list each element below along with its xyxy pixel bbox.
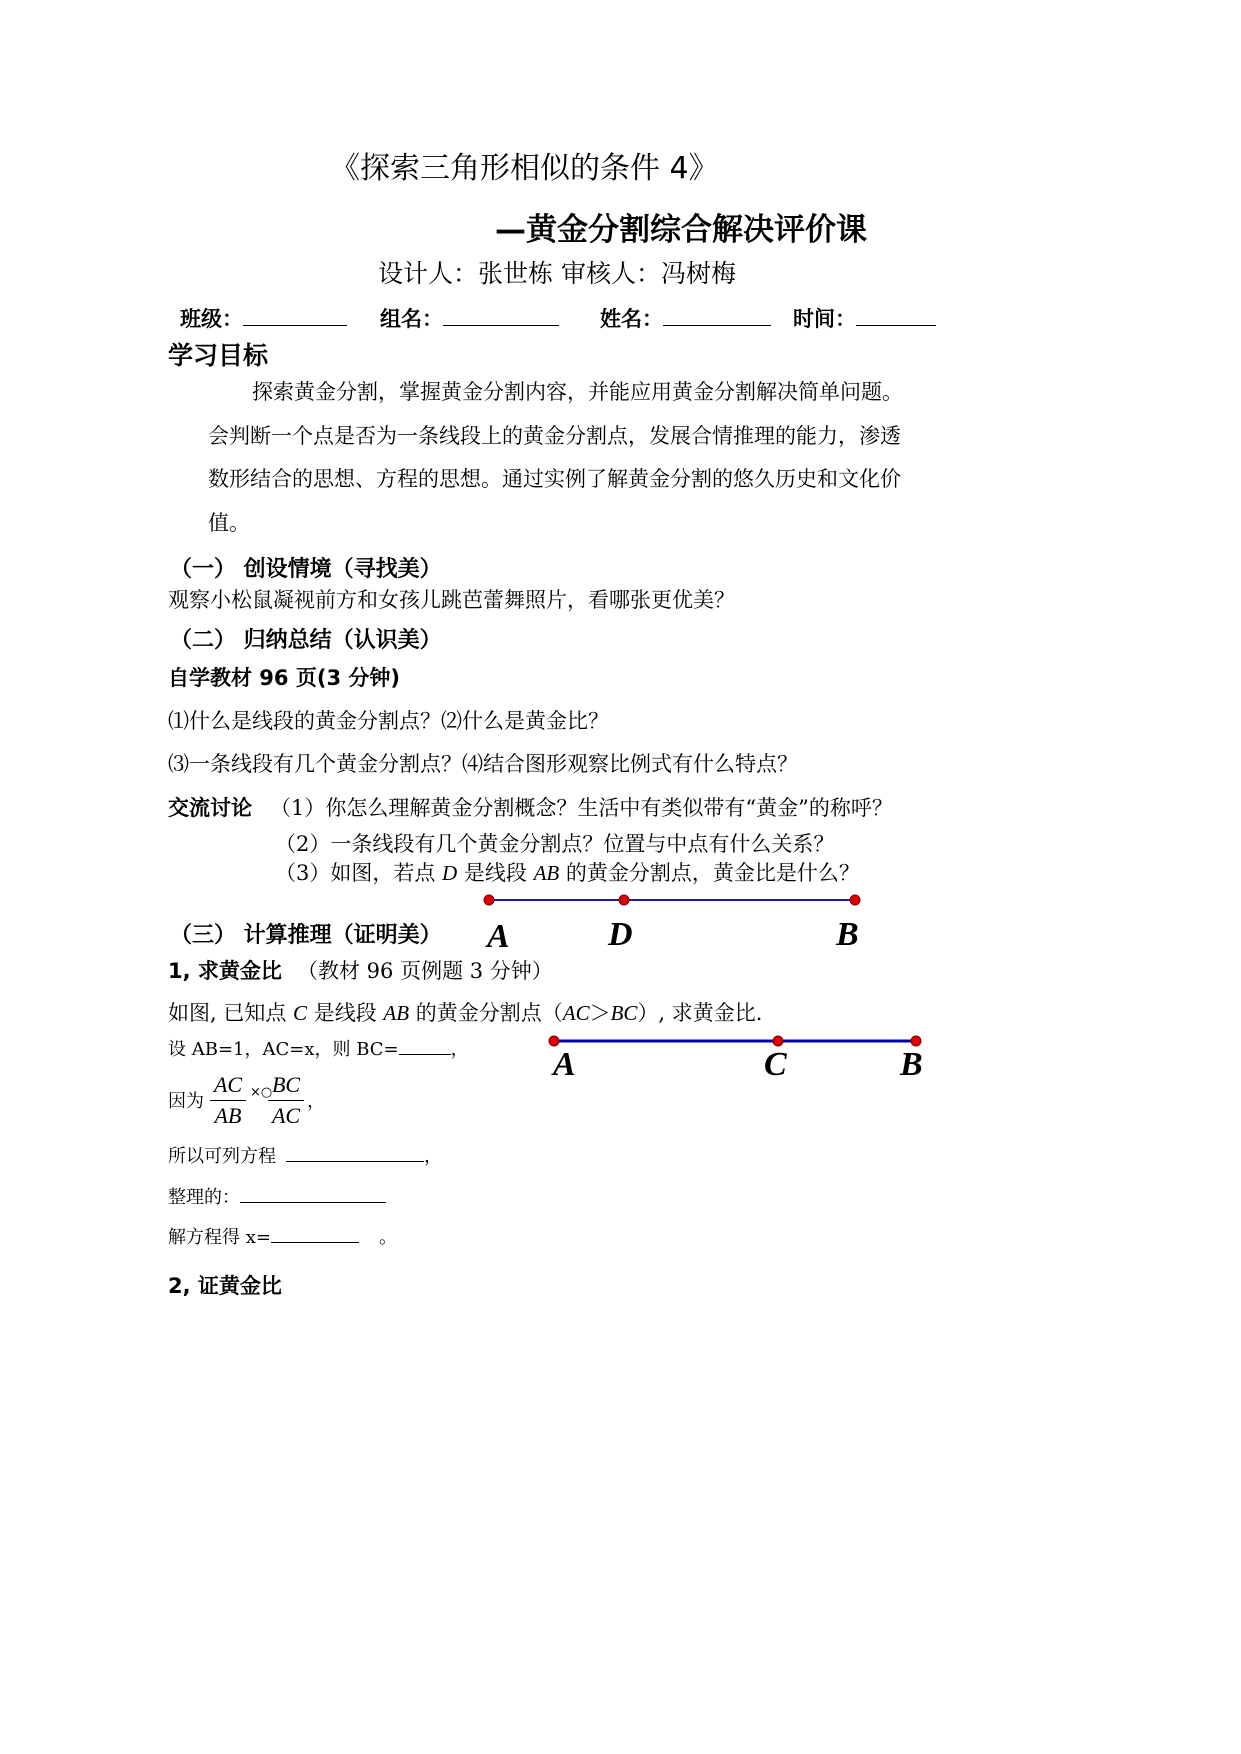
simplify-text: 整理的： bbox=[168, 1187, 240, 1208]
intro-point-c: C bbox=[293, 1001, 308, 1025]
discussion-3-e: 的黄金分割点，黄金比是什么？ bbox=[559, 861, 860, 885]
intro-i: ）, 求黄金比. bbox=[637, 1001, 763, 1025]
fraction-1-num: AC bbox=[213, 1072, 243, 1097]
question-line-2: ⑶一条线段有几个黄金分割点？⑷结合图形观察比例式有什么特点？ bbox=[168, 752, 798, 776]
designer-line: 设计人：张世栋 审核人：冯树梅 bbox=[378, 259, 736, 288]
intro-ac: AC bbox=[562, 1001, 590, 1025]
objectives-line-4: 值。 bbox=[208, 511, 250, 535]
label-d-fig1: D bbox=[608, 916, 633, 953]
segment-ab-ref: AB bbox=[533, 861, 560, 885]
simplify-blank[interactable] bbox=[240, 1186, 386, 1203]
label-b-fig2: B bbox=[900, 1046, 923, 1083]
point-b2-dot bbox=[911, 1036, 921, 1046]
discussion-3-a: （3）如图，若点 bbox=[275, 861, 443, 885]
fraction-ac-ab bbox=[210, 1072, 246, 1129]
point-a2-dot bbox=[549, 1036, 559, 1046]
point-b-dot bbox=[850, 895, 860, 905]
fraction-bc-ac bbox=[268, 1072, 304, 1129]
fraction-end: ， bbox=[307, 1091, 325, 1112]
intro-a: 如图, 已知点 bbox=[168, 1001, 294, 1025]
fraction-2-den: AC bbox=[271, 1103, 301, 1128]
time-label: 时间： bbox=[793, 307, 856, 331]
discussion-3 bbox=[275, 857, 860, 887]
self-study-line: 自学教材 96 页(3 分钟) bbox=[168, 666, 400, 690]
equation-line bbox=[168, 1142, 442, 1168]
point-a-dot bbox=[484, 895, 494, 905]
discussion-label: 交流讨论 bbox=[168, 796, 252, 820]
discussion-3-c: 是线段 bbox=[457, 861, 534, 885]
group-blank[interactable] bbox=[443, 305, 559, 326]
section-1-heading: （一） 创设情境（寻找美） bbox=[170, 557, 442, 582]
fraction-1-bar bbox=[210, 1100, 246, 1101]
simplify-line bbox=[168, 1183, 386, 1209]
objectives-heading: 学习目标 bbox=[168, 341, 269, 370]
class-label: 班级： bbox=[180, 307, 243, 331]
section-1-text: 观察小松鼠凝视前方和女孩儿跳芭蕾舞照片，看哪张更优美？ bbox=[168, 588, 735, 612]
problem-2-title: 2, 证黄金比 bbox=[168, 1274, 282, 1298]
objectives-line-1: 探索黄金分割，掌握黄金分割内容，并能应用黄金分割解决简单问题。 bbox=[252, 380, 903, 404]
name-blank[interactable] bbox=[663, 305, 771, 326]
label-a-fig2: A bbox=[553, 1046, 576, 1083]
solve-text: 解方程得 x= bbox=[168, 1227, 271, 1248]
problem-1-title: 1, 求黄金比 bbox=[168, 959, 282, 983]
group-field[interactable] bbox=[380, 303, 559, 333]
time-field[interactable] bbox=[793, 303, 936, 333]
fraction-separator: ×○ bbox=[250, 1085, 273, 1100]
solve-end: 。 bbox=[378, 1227, 397, 1248]
problem-1-line bbox=[168, 955, 553, 985]
problem-1-note: （教材 96 页例题 3 分钟） bbox=[297, 959, 553, 983]
segment-figure-1 bbox=[470, 885, 870, 960]
discussion-1: （1）你怎么理解黄金分割概念？生活中有类似带有“黄金”的称呼？ bbox=[270, 796, 893, 820]
intro-gt: ＞ bbox=[589, 1001, 611, 1025]
time-blank[interactable] bbox=[856, 305, 936, 326]
equation-text: 所以可列方程 bbox=[168, 1146, 276, 1167]
bc-blank[interactable] bbox=[399, 1038, 451, 1055]
point-d-dot bbox=[619, 895, 629, 905]
intro-segment-ab: AB bbox=[383, 1001, 410, 1025]
section-3-heading: （三） 计算推理（证明美） bbox=[170, 923, 442, 948]
name-label: 姓名： bbox=[600, 307, 663, 331]
intro-e: 的黄金分割点（ bbox=[409, 1001, 563, 1025]
group-label: 组名： bbox=[380, 307, 443, 331]
name-field[interactable] bbox=[600, 303, 771, 333]
fraction-2-num: BC bbox=[271, 1072, 301, 1097]
page-subtitle: —黄金分割综合解决评价课 bbox=[495, 212, 867, 248]
fraction-1-den: AB bbox=[214, 1103, 242, 1128]
setup-text: 设 AB=1，AC=x，则 BC= bbox=[168, 1039, 399, 1060]
discussion-2: （2）一条线段有几个黄金分割点？位置与中点有什么关系？ bbox=[275, 832, 835, 856]
problem-1-intro bbox=[168, 997, 762, 1027]
label-a-fig1: A bbox=[487, 918, 510, 955]
point-c-dot bbox=[773, 1036, 783, 1046]
setup-line bbox=[168, 1035, 469, 1061]
fraction-2-bar bbox=[268, 1100, 304, 1101]
because-label: 因为 bbox=[168, 1091, 204, 1112]
equation-end: ， bbox=[424, 1146, 442, 1167]
equation-blank[interactable] bbox=[286, 1145, 424, 1162]
solve-line bbox=[168, 1223, 397, 1249]
intro-bc: BC bbox=[610, 1001, 638, 1025]
label-b-fig1: B bbox=[836, 916, 859, 953]
point-d-ref: D bbox=[442, 861, 458, 885]
segment-figure-2 bbox=[540, 1028, 930, 1058]
setup-end: ， bbox=[450, 1039, 469, 1060]
class-blank[interactable] bbox=[243, 305, 347, 326]
class-field[interactable] bbox=[180, 303, 347, 333]
page-title: 《探索三角形相似的条件 4》 bbox=[330, 151, 719, 186]
question-line-1: ⑴什么是线段的黄金分割点？⑵什么是黄金比？ bbox=[168, 709, 609, 733]
objectives-line-2: 会判断一个点是否为一条线段上的黄金分割点，发展合情推理的能力，渗透 bbox=[208, 424, 901, 448]
intro-c: 是线段 bbox=[307, 1001, 384, 1025]
section-2-heading: （二） 归纳总结（认识美） bbox=[170, 628, 442, 653]
objectives-line-3: 数形结合的思想、方程的思想。通过实例了解黄金分割的悠久历史和文化价 bbox=[208, 467, 901, 491]
solve-blank[interactable] bbox=[271, 1226, 359, 1243]
label-c-fig2: C bbox=[764, 1046, 787, 1083]
